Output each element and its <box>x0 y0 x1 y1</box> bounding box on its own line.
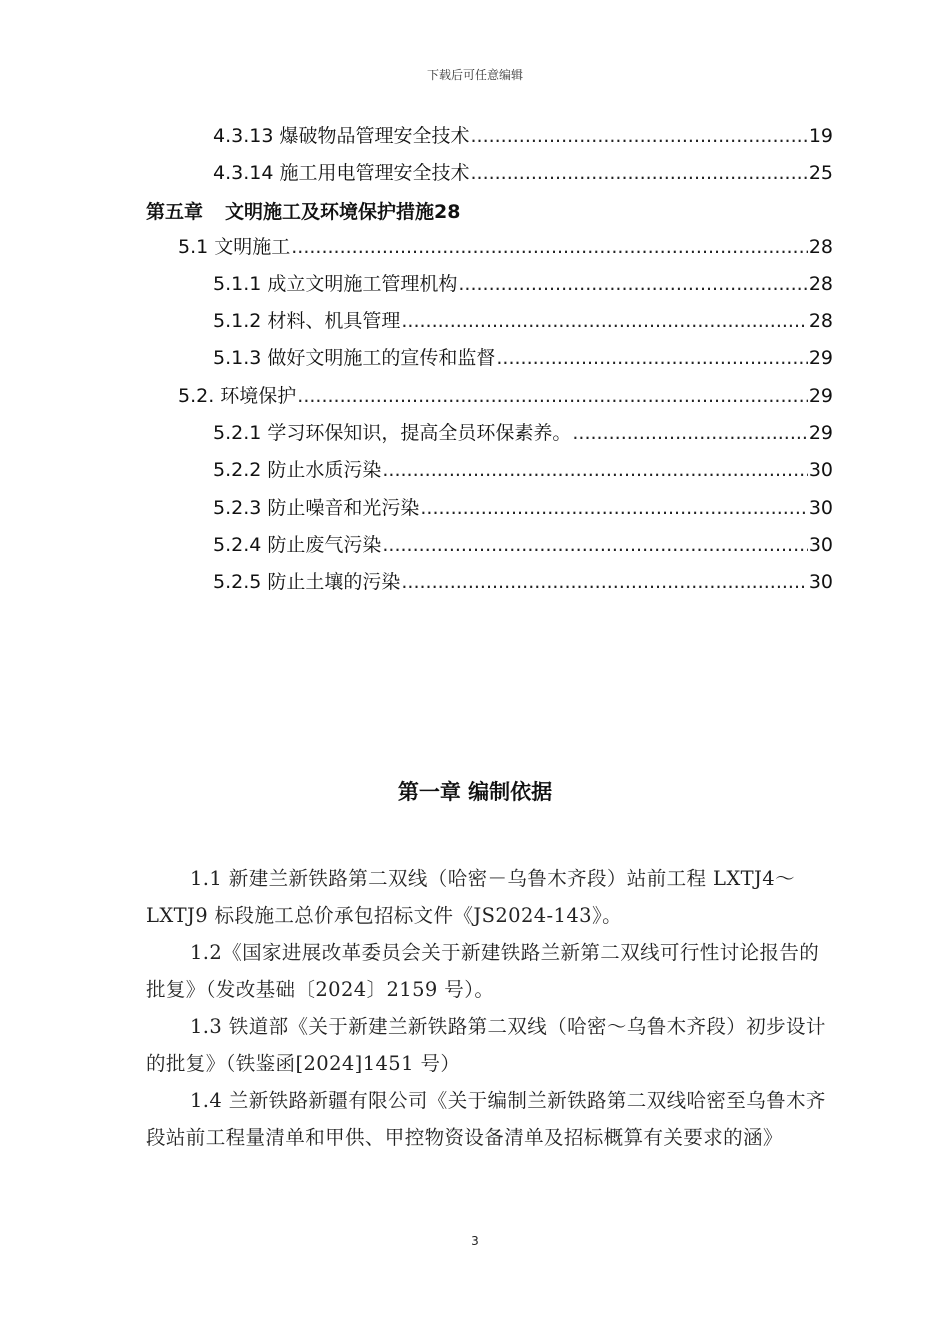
toc-entry-title: 5.1.1 成立文明施工管理机构 <box>213 273 458 295</box>
toc-entry-page: 30 <box>808 534 833 556</box>
toc-entry-title: 5.1.3 做好文明施工的宣传和监督 <box>213 347 496 369</box>
toc-entry-title: 5.1.2 材料、机具管理 <box>213 310 401 332</box>
toc-entry[interactable] <box>213 308 833 334</box>
toc-leader-dots <box>291 234 808 260</box>
toc-entry[interactable] <box>213 123 833 149</box>
toc-entry[interactable] <box>213 495 833 521</box>
toc-entry[interactable] <box>213 420 833 446</box>
toc-leader-dots <box>470 160 807 186</box>
chapter-heading: 第一章 编制依据 <box>397 780 553 804</box>
toc-entry[interactable] <box>213 569 833 595</box>
toc-entry-title: 5.2.5 防止土壤的污染 <box>213 571 401 593</box>
toc-entry[interactable] <box>213 457 833 483</box>
toc-entry-page: 19 <box>808 125 833 147</box>
toc-leader-dots <box>572 420 807 446</box>
toc-entry[interactable] <box>213 532 833 558</box>
toc-chapter-title: 文明施工及环境保护措施 <box>225 201 435 223</box>
page-number: 3 <box>471 1234 479 1248</box>
toc-entry-page: 28 <box>808 310 833 332</box>
toc-leader-dots <box>458 271 807 297</box>
toc-entry-page: 30 <box>808 571 833 593</box>
toc-entry-title: 4.3.13 爆破物品管理安全技术 <box>213 125 470 147</box>
toc-entry-page: 28 <box>808 273 833 295</box>
toc-entry-page: 29 <box>808 385 833 407</box>
toc-leader-dots <box>401 308 807 334</box>
toc-chapter-page: 28 <box>434 201 461 223</box>
toc-entry-title: 5.2.3 防止噪音和光污染 <box>213 497 420 519</box>
toc-entry-title: 5.1 文明施工 <box>178 236 291 258</box>
basis-paragraph: 1.3 铁道部《关于新建兰新铁路第二双线（哈密～乌鲁木齐段）初步设计的批复》（铁鉴函[2024]1451 号） <box>146 1015 826 1075</box>
toc-entry-title: 4.3.14 施工用电管理安全技术 <box>213 162 470 184</box>
toc-entry-title: 5.2.4 防止废气污染 <box>213 534 382 556</box>
toc-leader-dots <box>470 123 807 149</box>
toc-entry-page: 30 <box>808 459 833 481</box>
toc-leader-dots <box>297 383 808 409</box>
toc-entry-title: 5.2.1 学习环保知识，提高全员环保素养。 <box>213 422 572 444</box>
basis-paragraph: 1.2《国家进展改革委员会关于新建铁路兰新第二双线可行性讨论报告的批复》（发改基础〔2024〕2159 号）。 <box>146 941 820 1001</box>
toc-leader-dots <box>401 569 807 595</box>
toc-entry-page: 25 <box>808 162 833 184</box>
toc-entry[interactable] <box>213 345 833 371</box>
basis-paragraph: 1.4 兰新铁路新疆有限公司《关于编制兰新铁路第二双线哈密至乌鲁木齐段站前工程量清单和甲供、甲控物资设备清单及招标概算有关要求的涵》 <box>146 1089 826 1149</box>
toc-entry-title: 5.2.2 防止水质污染 <box>213 459 382 481</box>
toc-entry-page: 29 <box>808 422 833 444</box>
toc-entry[interactable] <box>178 234 833 260</box>
toc-entry-title: 5.2. 环境保护 <box>178 385 297 407</box>
toc-chapter-entry[interactable] <box>146 199 460 225</box>
page-header: 下载后可任意编辑 <box>426 68 523 82</box>
toc-leader-dots <box>420 495 807 521</box>
toc-leader-dots <box>382 532 807 558</box>
toc-entry-page: 29 <box>808 347 833 369</box>
basis-paragraph: 1.1 新建兰新铁路第二双线（哈密－乌鲁木齐段）站前工程 LXTJ4～LXTJ9 标段施工总价承包招标文件《JS2024-143》。 <box>146 867 795 927</box>
toc-entry-page: 30 <box>808 497 833 519</box>
toc-entry-page: 28 <box>808 236 833 258</box>
toc-entry[interactable] <box>213 271 833 297</box>
toc-leader-dots <box>496 345 807 371</box>
toc-entry[interactable] <box>213 160 833 186</box>
toc-entry[interactable] <box>178 383 833 409</box>
toc-leader-dots <box>382 457 807 483</box>
toc-chapter-label: 第五章 <box>146 201 204 223</box>
